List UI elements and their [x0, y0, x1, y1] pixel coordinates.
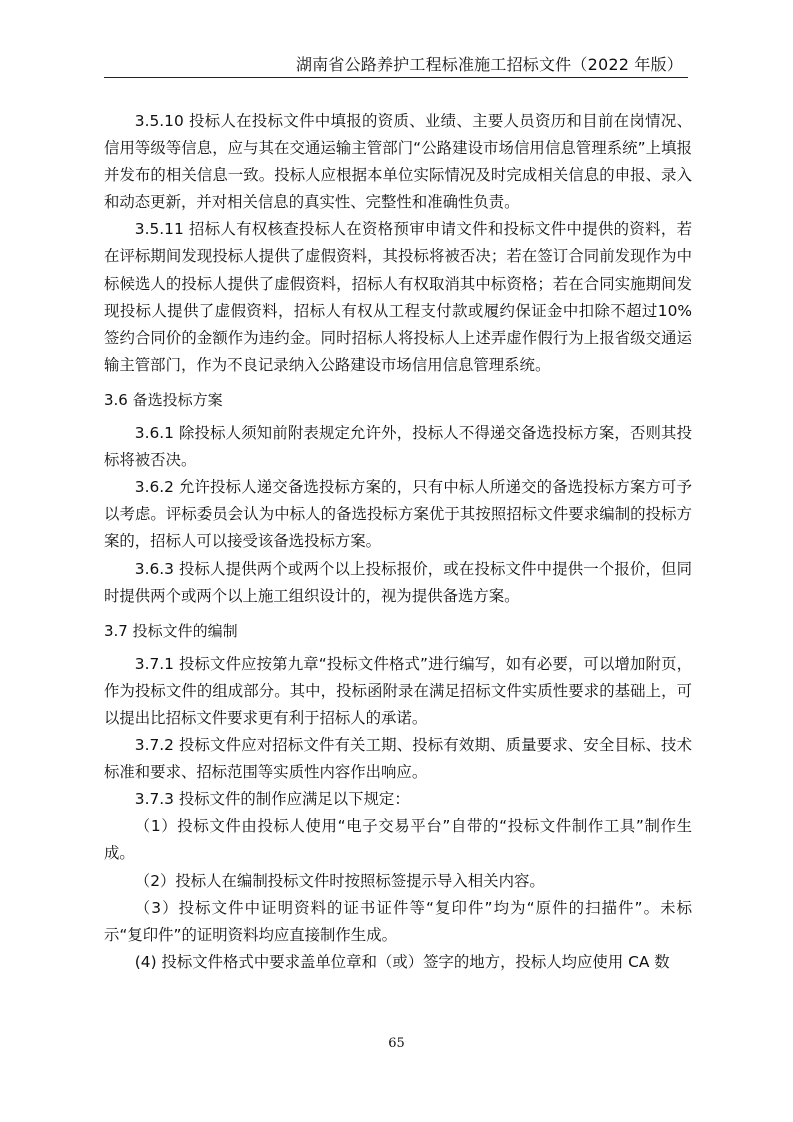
section-heading-3-6: 3.6 备选投标方案: [104, 390, 223, 409]
paragraph-3-6-2: 3.6.2 允许投标人递交备选投标方案的，只有中标人所递交的备选投标方案方可予以考虑。评标委员会认为中标人的备选投标方案优于其按照招标文件要求编制的投标方案的，招标人可以接受该备选投标方案。: [104, 478, 692, 551]
list-item-3: （3）投标文件中证明资料的证书证件等“复印件”均为“原件的扫描件”。未标示“复印件”的证明资料均应直接制作生成。: [104, 898, 692, 944]
paragraph-3-6-1: 3.6.1 除投标人须知前附表规定允许外，投标人不得递交备选投标方案，否则其投标将被否决。: [104, 424, 692, 470]
list-item-2: （2）投标人在编制投标文件时按照标签提示导入相关内容。: [134, 871, 545, 890]
document-title: 湖南省公路养护工程标准施工招标文件（2022 年版）: [295, 55, 683, 74]
header-divider: [104, 77, 688, 78]
paragraph-3-5-11: 3.5.11 招标人有权核查投标人在资格预审申请文件和投标文件中提供的资料，若在评标期间发现投标人提供了虚假资料，其投标将被否决；若在签订合同前发现作为中标候选人的投标人提供了虚假资料，招标人有权取消其中标资格；若在合同实施期间发现投标人提供了虚假资料，招标人有权从工程支付款或履约保证金中扣除不超过10%签约合同价的金额作为违约金。同时招标人将投标人上述弄虚作假行为上报省级交通运输主管部门，作为不良记录纳入公路建设市场信用信息管理系统。: [104, 220, 692, 374]
list-item-1: （1）投标文件由投标人使用“电子交易平台”自带的“投标文件制作工具”制作生成。: [104, 817, 692, 863]
paragraph-3-7-3: 3.7.3 投标文件的制作应满足以下规定：: [134, 790, 410, 809]
list-item-4: (4) 投标文件格式中要求盖单位章和（或）签字的地方，投标人均应使用 CA 数: [134, 952, 670, 971]
paragraph-3-7-2: 3.7.2 投标文件应对招标文件有关工期、投标有效期、质量要求、安全目标、技术标准和要求、招标范围等实质性内容作出响应。: [104, 736, 692, 782]
paragraph-3-7-1: 3.7.1 投标文件应按第九章“投标文件格式”进行编写，如有必要，可以增加附页，作为投标文件的组成部分。其中，投标函附录在满足招标文件实质性要求的基础上，可以提出比招标文件要求更有利于招标人的承诺。: [104, 654, 692, 727]
document-body: [104, 108, 692, 976]
paragraph-3-6-3: 3.6.3 投标人提供两个或两个以上投标报价，或在投标文件中提供一个报价，但同时提供两个或两个以上施工组织设计的，视为提供备选方案。: [104, 559, 692, 605]
paragraph-3-5-10: 3.5.10 投标人在投标文件中填报的资质、业绩、主要人员资历和目前在岗情况、信用等级等信息，应与其在交通运输主管部门“公路建设市场信用信息管理系统”上填报并发布的相关信息一致。投标人应根据本单位实际情况及时完成相关信息的申报、录入和动态更新，并对相关信息的真实性、完整性和准确性负责。: [104, 112, 692, 212]
page-number: 65: [388, 1036, 405, 1051]
section-heading-3-7: 3.7 投标文件的编制: [104, 621, 238, 640]
